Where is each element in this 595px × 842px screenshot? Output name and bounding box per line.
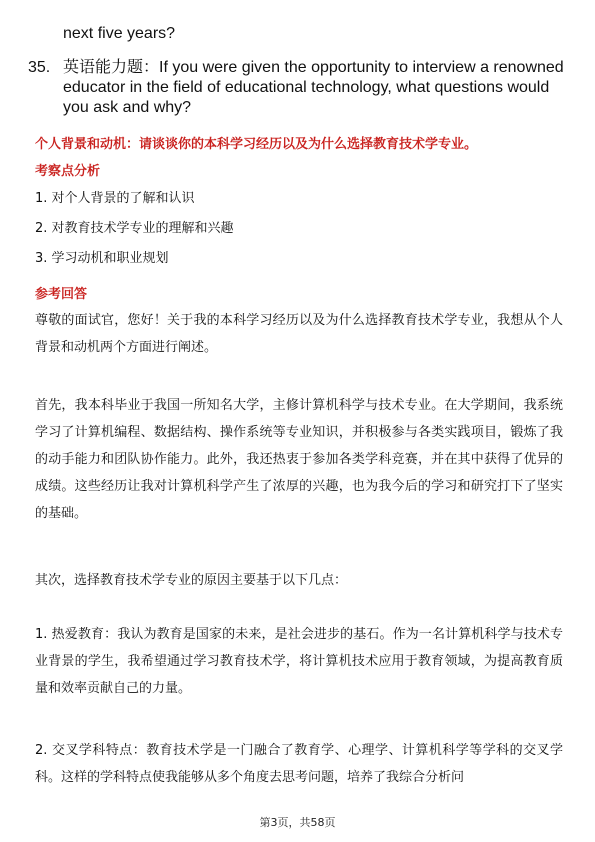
analysis-item: 1. 对个人背景的了解和认识	[35, 191, 195, 206]
question-continuation: next five years?	[63, 25, 176, 42]
sub-question: 个人背景和动机：请谈谈你的本科学习经历以及为什么选择教育技术学专业。	[35, 137, 478, 152]
answer-title: 参考回答	[35, 287, 88, 302]
answer-paragraph: 尊敬的面试官，您好！关于我的本科学习经历以及为什么选择教育技术学专业，我想从个人背景和动机两个方面进行阐述。	[35, 313, 563, 355]
question-label: 英语能力题：	[63, 59, 160, 76]
analysis-title: 考察点分析	[35, 164, 101, 179]
page-footer: 第3页，共58页	[259, 816, 336, 829]
answer-paragraph: 2. 交叉学科特点：教育技术学是一门融合了教育学、心理学、计算机科学等学科的交叉学科。这样的学科特点使我能够从多个角度去思考问题，培养了我综合分析问	[35, 743, 563, 785]
question-text	[63, 58, 568, 118]
answer-paragraph: 1. 热爱教育：我认为教育是国家的未来，是社会进步的基石。作为一名计算机科学与技术专业背景的学生，我希望通过学习教育技术学，将计算机技术应用于教育领域，为提高教育质量和效率贡献自己的力量。	[35, 627, 563, 696]
question-body: If you were given the opportunity to interview a renowned educator in the field of educational technology, what questions would you ask and why?	[63, 59, 564, 116]
answer-paragraph: 首先，我本科毕业于我国一所知名大学，主修计算机科学与技术专业。在大学期间，我系统学习了计算机编程、数据结构、操作系统等专业知识，并积极参与各类实践项目，锻炼了我的动手能力和团队协作能力。此外，我还热衷于参加各类学科竞赛，并在其中获得了优异的成绩。这些经历让我对计算机科学产生了浓厚的兴趣，也为我今后的学习和研究打下了坚实的基础。	[35, 398, 563, 521]
analysis-item: 3. 学习动机和职业规划	[35, 251, 169, 266]
analysis-item: 2. 对教育技术学专业的理解和兴趣	[35, 221, 234, 236]
question-number: 35.	[28, 59, 51, 76]
answer-paragraph: 其次，选择教育技术学专业的原因主要基于以下几点：	[35, 573, 348, 588]
